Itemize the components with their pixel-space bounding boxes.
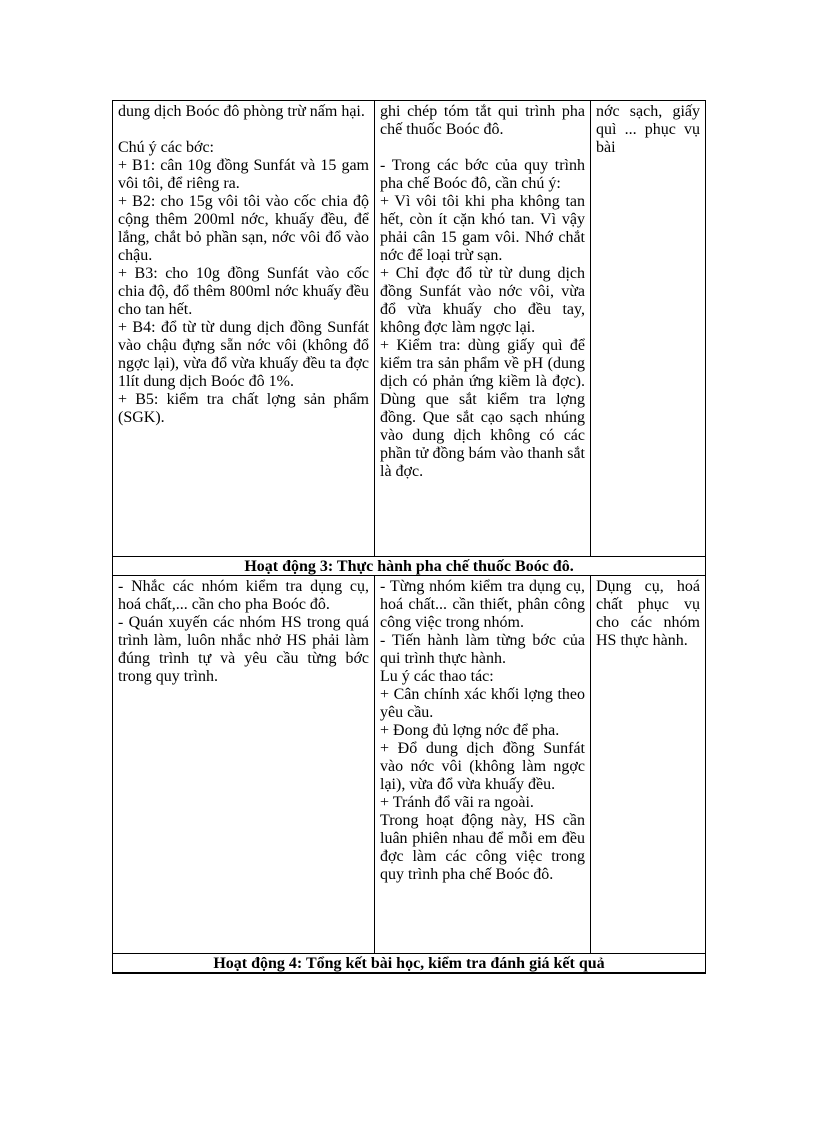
section-4-title: Hoạt động 4: Tổng kết bài học, kiểm tra đánh giá kết quả (113, 954, 706, 974)
spacer (380, 139, 585, 157)
paragraph: + B2: cho 15g vôi tôi vào cốc chia độ cộng thêm 200ml nớc, khuấy đều, để lắng, chắt bỏ phần sạn, nớc vôi đổ vào chậu. (118, 193, 369, 264)
paragraph: Lu ý các thao tác: (380, 668, 494, 685)
paragraph: - Quán xuyến các nhóm HS trong quá trình làm, luôn nhắc nhở HS phải làm đúng trình tự và yêu cầu từng bớc trong quy trình. (118, 614, 369, 685)
paragraph: Trong hoạt động này, HS cần luân phiên nhau để mỗi em đều đợc làm các công việc trong quy trình pha chế Boóc đô. (380, 812, 585, 883)
section-heading-row (113, 954, 706, 974)
paragraph: + Cân chính xác khối lợng theo yêu cầu. (380, 686, 585, 721)
section-heading-row (113, 557, 706, 576)
paragraph: + Vì vôi tôi khi pha không tan hết, còn ít cặn khó tan. Vì vậy phải cân 15 gam vôi. Nhớ chắt nớc để loại trừ sạn. (380, 193, 585, 264)
materials-cell (591, 101, 706, 557)
paragraph: Dụng cụ, hoá chất phục vụ cho các nhóm HS thực hành. (596, 578, 700, 649)
paragraph: + Đổ dung dịch đồng Sunfát vào nớc vôi (không làm ngợc lại), vừa đổ vừa khuấy đều. (380, 740, 585, 793)
paragraph: - Từng nhóm kiểm tra dụng cụ, hoá chất... cần thiết, phân công công việc trong nhóm. (380, 578, 585, 631)
paragraph: + B3: cho 10g đồng Sunfát vào cốc chia độ, đổ thêm 800ml nớc khuấy đều cho tan hết. (118, 265, 369, 318)
paragraph: - Trong các bớc của quy trình pha chế Boóc đô, cần chú ý: (380, 157, 585, 192)
paragraph: + B1: cân 10g đồng Sunfát và 15 gam vôi tôi, để riêng ra. (118, 157, 369, 192)
student-activity-cell (375, 576, 591, 954)
student-activity-cell (375, 101, 591, 557)
section-3-title: Hoạt động 3: Thực hành pha chế thuốc Boóc đô. (113, 557, 706, 576)
paragraph: - Nhắc các nhóm kiểm tra dụng cụ, hoá chất,... cần cho pha Boóc đô. (118, 578, 369, 613)
paragraph: Chú ý các bớc: (118, 139, 214, 156)
paragraph: + Đong đủ lợng nớc để pha. (380, 722, 560, 739)
table-row (113, 101, 706, 557)
paragraph: + Chỉ đợc đổ từ từ dung dịch đồng Sunfát vào nớc vôi, vừa đổ vừa khuấy cho đều tay, không đợc làm ngợc lại. (380, 265, 585, 336)
paragraph: + B4: đổ từ từ dung dịch đồng Sunfát vào chậu đựng sẵn nớc vôi (không đổ ngợc lại), vừa đổ vừa khuấy đều ta đợc 1lít dung dịch Boóc đô 1%. (118, 319, 369, 390)
paragraph: - Tiến hành làm từng bớc của qui trình thực hành. (380, 632, 585, 667)
paragraph: dung dịch Boóc đô phòng trừ nấm hại. (118, 103, 365, 120)
materials-cell (591, 576, 706, 954)
teacher-activity-cell (113, 576, 375, 954)
table-row (113, 576, 706, 954)
paragraph: nớc sạch, giấy quì ... phục vụ bài (596, 103, 700, 156)
paragraph: + Kiểm tra: dùng giấy quì để kiểm tra sản phẩm về pH (dung dịch có phản ứng kiềm là đợc). Dùng que sắt kiểm tra lợng đồng. Que sắt cạo sạch nhúng vào dung dịch không có các phần tử đồng bám vào thanh sắt là đợc. (380, 337, 585, 480)
paragraph: ghi chép tóm tắt qui trình pha chế thuốc Boóc đô. (380, 103, 585, 138)
lesson-plan-table (112, 100, 706, 974)
paragraph: + B5: kiểm tra chất lợng sản phẩm (SGK). (118, 391, 369, 426)
spacer (118, 121, 369, 139)
teacher-activity-cell (113, 101, 375, 557)
paragraph: + Tránh đổ vãi ra ngoài. (380, 794, 534, 811)
